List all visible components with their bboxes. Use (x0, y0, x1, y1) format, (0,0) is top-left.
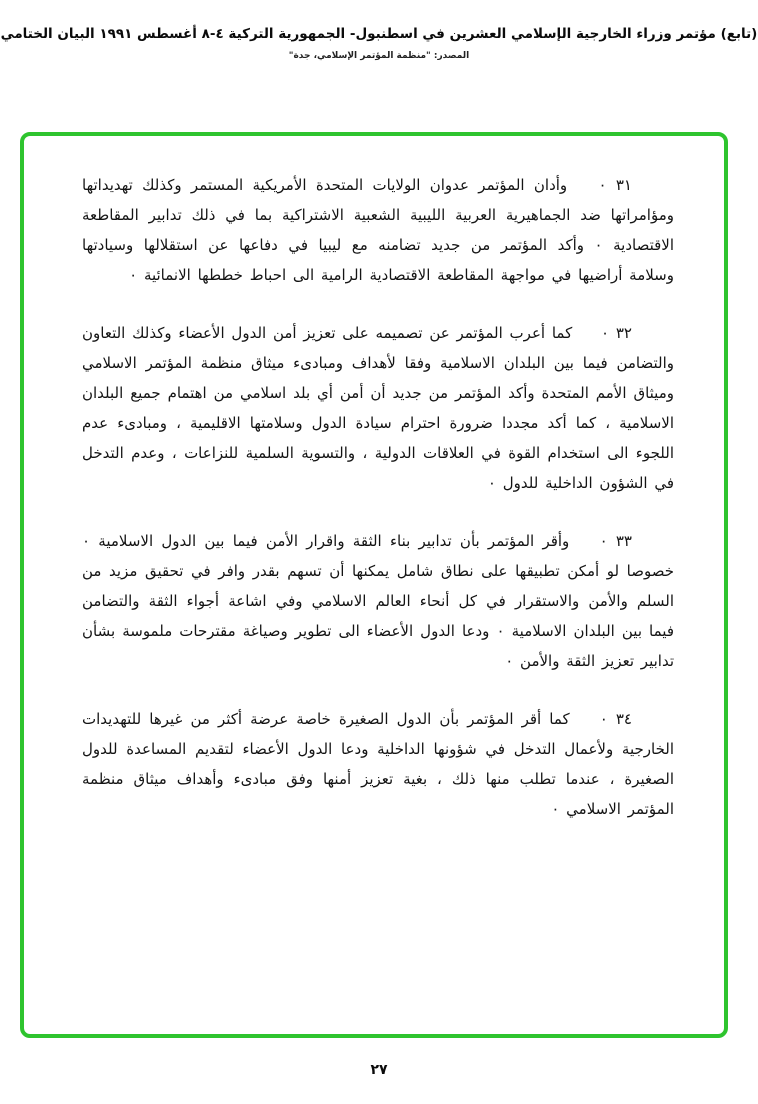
paragraph-34-number: ٣٤ ٠ (599, 710, 632, 728)
paragraph-31 (82, 170, 674, 290)
document-body (24, 136, 724, 824)
paragraph-33-text: وأقر المؤتمر بأن تدابير بناء الثقة واقرار الأمن فيما بين الدول الاسلامية ٠ خصوصا لو أمكن تطبيقها على نطاق شامل يمكنها أن تسهم بقدر وافر في تحقيق مزيد من السلم والأمن والاستقرار في كل أنحاء العالم الاسلامي وفي اشاعة أجواء الثقة والتضامن فيما بين البلدان الاسلامية ٠ ودعا الدول الأعضاء الى تطوير وصياغة مقترحات ملموسة بشأن تدابير تعزيز الثقة والأمن ٠ (82, 532, 674, 670)
paragraph-34-text: كما أقر المؤتمر بأن الدول الصغيرة خاصة عرضة أكثر من غيرها للتهديدات الخارجية ولأعمال التدخل في شؤونها الداخلية ودعا الدول الأعضاء لتقديم المساعدة للدول الصغيرة ، عندما تطلب منها ذلك ، بغية تعزيز أمنها وفق مبادىء وأهداف ميثاق منظمة المؤتمر الاسلامي ٠ (82, 710, 674, 818)
paragraph-33-number: ٣٣ ٠ (599, 532, 632, 550)
document-border-frame (20, 132, 728, 1038)
document-header-title: (تابع) مؤتمر وزراء الخارجية الإسلامي العشرين في اسطنبول- الجمهورية التركية ٤-٨ أغسطس ١٩٩١ البيان الختامي (0, 26, 758, 42)
paragraph-32-number: ٣٢ ٠ (601, 324, 632, 342)
page-number: ٢٧ (370, 1062, 388, 1078)
paragraph-32-text: كما أعرب المؤتمر عن تصميمه على تعزيز أمن الدول الأعضاء وكذلك التعاون والتضامن فيما بين البلدان الاسلامية وفقا لأهداف ومبادىء ميثاق منظمة المؤتمر الاسلامي وميثاق الأمم المتحدة وأكد المؤتمر من جديد أن أمن أي بلد اسلامي من اهتمام جميع البلدان الاسلامية ، كما أكد مجددا ضرورة احترام سيادة الدول وسلامتها الاقليمية ، ومبادىء عدم اللجوء الى استخدام القوة في العلاقات الدولية ، والتسوية السلمية للنزاعات ، وعدم التدخل في الشؤون الداخلية للدول ٠ (82, 324, 674, 492)
paragraph-34 (82, 704, 674, 824)
paragraph-33 (82, 526, 674, 676)
document-source-line: المصدر: "منظمة المؤتمر الإسلامي، جدة" (288, 51, 470, 61)
paragraph-31-text: وأدان المؤتمر عدوان الولايات المتحدة الأمريكية المستمر وكذلك تهديداتها ومؤامراتها ضد الجماهيرية العربية الليبية الشعبية الاشتراكية بما في ذلك تدابير المقاطعة الاقتصادية ٠ وأكد المؤتمر من جديد تضامنه مع ليبيا في دفاعها عن استقلالها وسيادتها وسلامة أراضيها في مواجهة المقاطعة الاقتصادية الرامية الى احباط خططها الانمائية ٠ (82, 176, 674, 284)
paragraph-31-number: ٣١ ٠ (598, 176, 632, 194)
paragraph-32 (82, 318, 674, 498)
